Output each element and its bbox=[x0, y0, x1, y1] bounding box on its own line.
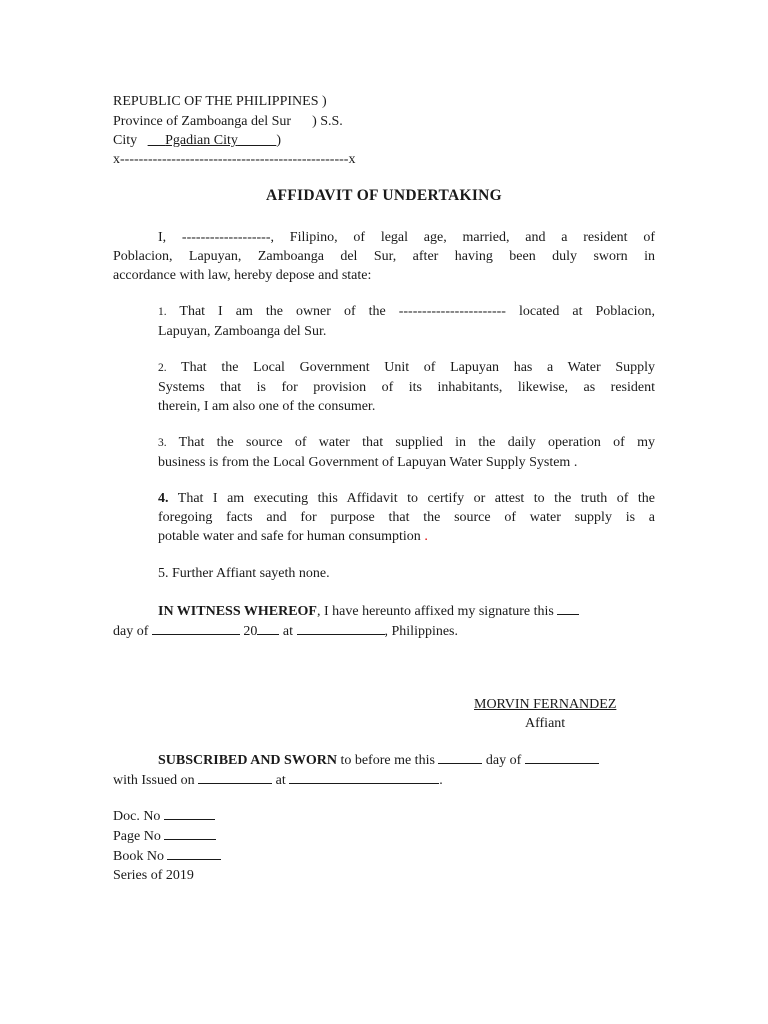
city-value: Pgadian City bbox=[165, 133, 238, 148]
witness-heading: IN WITNESS WHEREOF bbox=[158, 604, 317, 619]
header-line-city bbox=[113, 131, 281, 150]
jurat-day-blank bbox=[438, 750, 482, 764]
document-title: AFFIDAVIT OF UNDERTAKING bbox=[265, 187, 503, 204]
jurat-paragraph: SUBSCRIBED AND SWORN to before me this day of with Issued on at . bbox=[113, 750, 655, 790]
item-number: 2. bbox=[158, 362, 167, 374]
series-label: Series of 2019 bbox=[113, 868, 194, 883]
book-no-blank bbox=[167, 846, 221, 860]
item-text: That the Local Government Unit of Lapuyan has a Water Supply bbox=[181, 360, 656, 375]
header-line-republic: REPUBLIC OF THE PHILIPPINES ) bbox=[113, 94, 327, 109]
intro-line-3: accordance with law, hereby depose and state: bbox=[113, 268, 372, 283]
doc-no-blank bbox=[164, 806, 215, 820]
red-period: . bbox=[424, 529, 428, 544]
header-separator: x-------------------------------------------------x bbox=[113, 152, 356, 167]
item-text: Lapuyan, Zamboanga del Sur. bbox=[158, 324, 327, 339]
doc-no-label: Doc. No bbox=[113, 809, 161, 824]
header-line-province: Province of Zamboanga del Sur ) S.S. bbox=[113, 114, 343, 129]
list-item bbox=[158, 302, 655, 341]
notary-block bbox=[113, 806, 221, 885]
signature-block bbox=[474, 695, 616, 733]
city-close: ) bbox=[276, 133, 282, 148]
item-text: That I am executing this Affidavit to certify or attest to the truth of the bbox=[177, 491, 655, 506]
signature-day-blank bbox=[557, 601, 579, 615]
book-no-label: Book No bbox=[113, 849, 164, 864]
place-blank bbox=[297, 621, 385, 635]
item-number: 5. bbox=[158, 566, 169, 581]
page-no-blank bbox=[164, 826, 216, 840]
jurat-month-blank bbox=[525, 750, 599, 764]
item-text: Systems that is for provision of its inhabitants, likewise, as resident bbox=[158, 380, 655, 395]
list-item bbox=[158, 358, 655, 416]
issued-at-blank bbox=[289, 770, 439, 784]
item-text: Further Affiant sayeth none. bbox=[172, 566, 330, 581]
city-label: City bbox=[113, 133, 138, 148]
item-number: 3. bbox=[158, 437, 167, 449]
intro-line-2: Poblacion, Lapuyan, Zamboanga del Sur, after having been duly sworn in bbox=[113, 249, 655, 264]
affiant-role: Affiant bbox=[525, 716, 566, 731]
item-text: potable water and safe for human consumption bbox=[158, 529, 421, 544]
item-number: 1. bbox=[158, 306, 167, 318]
jurat-heading: SUBSCRIBED AND SWORN bbox=[158, 753, 337, 768]
item-number: 4. bbox=[158, 491, 169, 506]
issued-on-blank bbox=[198, 770, 272, 784]
intro-line-1: I, -------------------, Filipino, of legal age, married, and a resident of bbox=[158, 230, 655, 245]
witness-paragraph: IN WITNESS WHEREOF, I have hereunto affixed my signature this day of 20 at , Philippines. bbox=[113, 601, 655, 641]
year-blank bbox=[257, 621, 279, 635]
list-item bbox=[158, 564, 655, 583]
affiant-name: MORVIN FERNANDEZ bbox=[474, 697, 617, 712]
page-no-label: Page No bbox=[113, 829, 161, 844]
intro-paragraph bbox=[113, 228, 655, 285]
item-text: That the source of water that supplied in the daily operation of my bbox=[178, 435, 656, 450]
list-item bbox=[158, 433, 655, 472]
item-text: That I am the owner of the ----------------------- located at Poblacion, bbox=[179, 304, 655, 319]
list-item bbox=[158, 489, 655, 546]
item-text: foregoing facts and for purpose that the source of water supply is a bbox=[158, 510, 655, 525]
month-blank bbox=[152, 621, 240, 635]
item-text: business is from the Local Government of Lapuyan Water Supply System . bbox=[158, 455, 578, 470]
item-text: therein, I am also one of the consumer. bbox=[158, 399, 376, 414]
